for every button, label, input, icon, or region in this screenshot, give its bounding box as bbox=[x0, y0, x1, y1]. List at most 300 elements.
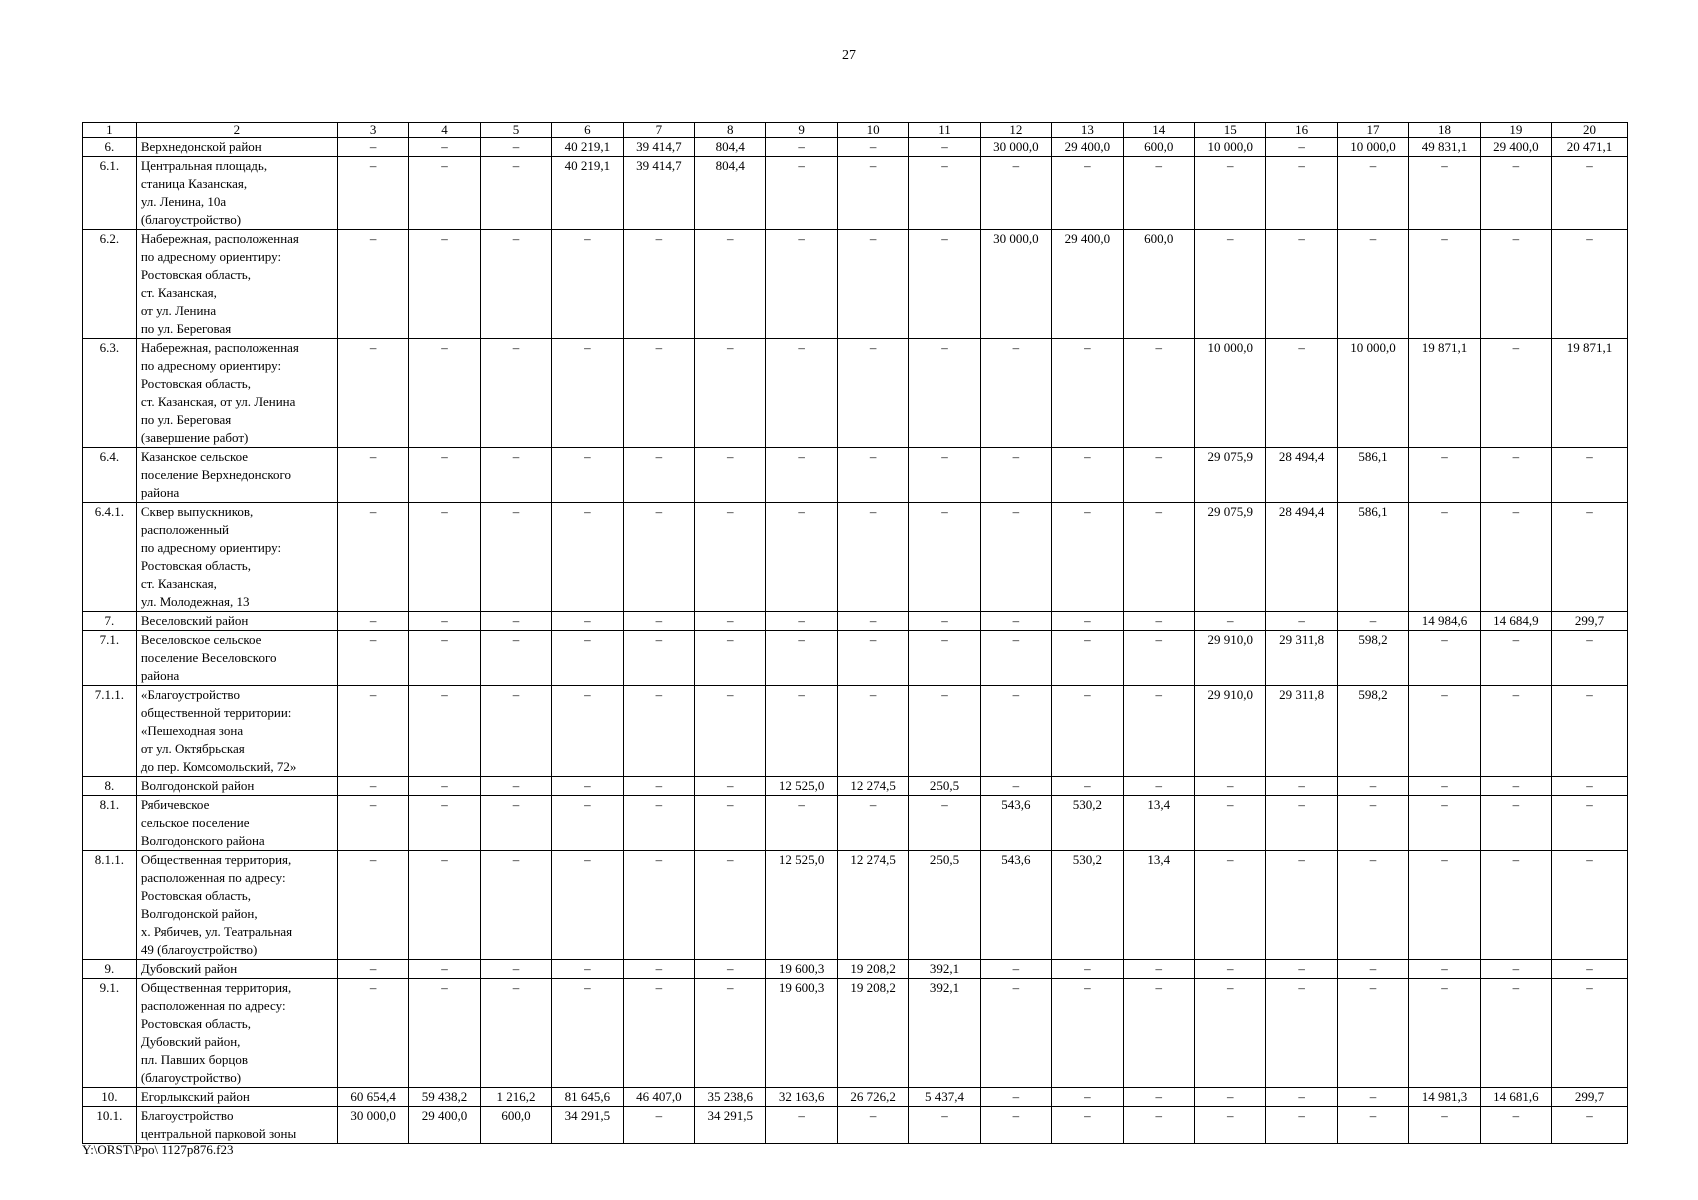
row-number-cell: 8.1. bbox=[83, 796, 137, 851]
value-cell: – bbox=[695, 851, 766, 960]
value-cell: 1 216,2 bbox=[480, 1088, 551, 1107]
value-cell: – bbox=[1409, 230, 1480, 339]
value-cell: – bbox=[837, 686, 908, 777]
territory-name-line: Сквер выпускников, bbox=[140, 504, 254, 519]
value-cell: – bbox=[1480, 777, 1551, 796]
value-cell: – bbox=[1480, 979, 1551, 1088]
value-cell: 543,6 bbox=[980, 796, 1051, 851]
value-cell: – bbox=[695, 503, 766, 612]
value-cell: – bbox=[1052, 157, 1123, 230]
value-cell: – bbox=[337, 796, 408, 851]
value-cell: – bbox=[909, 686, 980, 777]
territory-name-cell bbox=[136, 796, 337, 851]
value-cell: – bbox=[1337, 157, 1408, 230]
value-cell: 29 400,0 bbox=[1480, 138, 1551, 157]
value-cell: – bbox=[909, 796, 980, 851]
territory-name-line: Ростовская область, bbox=[140, 558, 251, 573]
column-number-header: 7 bbox=[623, 123, 694, 138]
territory-name-line: Дубовский район bbox=[140, 961, 238, 976]
row-number-cell: 6.2. bbox=[83, 230, 137, 339]
value-cell: – bbox=[1409, 979, 1480, 1088]
value-cell: 13,4 bbox=[1123, 851, 1194, 960]
territory-name-line: общественной территории: bbox=[140, 705, 292, 720]
value-cell: – bbox=[409, 631, 480, 686]
value-cell: – bbox=[1337, 1107, 1408, 1144]
value-cell: 40 219,1 bbox=[552, 157, 623, 230]
value-cell: – bbox=[695, 960, 766, 979]
table-row bbox=[83, 979, 1628, 1088]
table-row bbox=[83, 777, 1628, 796]
territory-name-line: Волгодонской район bbox=[140, 778, 255, 793]
territory-name-line: по адресному ориентиру: bbox=[140, 249, 282, 264]
table-row bbox=[83, 851, 1628, 960]
territory-name-line: от ул. Октябрьская bbox=[140, 741, 245, 756]
value-cell: – bbox=[837, 448, 908, 503]
value-cell: – bbox=[1480, 1107, 1551, 1144]
value-cell: – bbox=[623, 686, 694, 777]
value-cell: – bbox=[1409, 796, 1480, 851]
value-cell: – bbox=[337, 503, 408, 612]
value-cell: – bbox=[909, 1107, 980, 1144]
territory-name-line: центральной парковой зоны bbox=[140, 1126, 297, 1141]
value-cell: – bbox=[480, 979, 551, 1088]
value-cell: – bbox=[409, 686, 480, 777]
column-number-header: 6 bbox=[552, 123, 623, 138]
value-cell: – bbox=[1194, 851, 1265, 960]
value-cell: – bbox=[337, 979, 408, 1088]
value-cell: – bbox=[980, 339, 1051, 448]
value-cell: – bbox=[1194, 796, 1265, 851]
territory-name-line: Веселовский район bbox=[140, 613, 249, 628]
value-cell: – bbox=[623, 339, 694, 448]
value-cell: – bbox=[766, 631, 837, 686]
territory-name-line: по адресному ориентиру: bbox=[140, 540, 282, 555]
territory-name-line: ул. Ленина, 10а bbox=[140, 194, 227, 209]
value-cell: – bbox=[1123, 1107, 1194, 1144]
value-cell: – bbox=[1123, 979, 1194, 1088]
value-cell: – bbox=[766, 503, 837, 612]
value-cell: 39 414,7 bbox=[623, 157, 694, 230]
territory-name-line: поселение Верхнедонского bbox=[140, 467, 292, 482]
value-cell: – bbox=[1123, 960, 1194, 979]
value-cell: – bbox=[1552, 686, 1628, 777]
value-cell: – bbox=[1123, 686, 1194, 777]
value-cell: – bbox=[337, 157, 408, 230]
value-cell: – bbox=[337, 631, 408, 686]
value-cell: – bbox=[1052, 686, 1123, 777]
value-cell: – bbox=[552, 503, 623, 612]
value-cell: – bbox=[337, 339, 408, 448]
row-number-cell: 9.1. bbox=[83, 979, 137, 1088]
territory-name-line: района bbox=[140, 485, 180, 500]
value-cell: – bbox=[1337, 612, 1408, 631]
value-cell: – bbox=[837, 796, 908, 851]
value-cell: – bbox=[695, 612, 766, 631]
territory-name-line: Веселовское сельское bbox=[140, 632, 262, 647]
value-cell: – bbox=[837, 612, 908, 631]
value-cell: – bbox=[1266, 796, 1337, 851]
value-cell: – bbox=[409, 612, 480, 631]
territory-name-line: Благоустройство bbox=[140, 1108, 234, 1123]
territory-name-cell bbox=[136, 157, 337, 230]
value-cell: – bbox=[909, 138, 980, 157]
value-cell: – bbox=[480, 777, 551, 796]
value-cell: – bbox=[1480, 851, 1551, 960]
value-cell: 10 000,0 bbox=[1337, 138, 1408, 157]
territory-name-cell bbox=[136, 686, 337, 777]
territory-name-line: х. Рябичев, ул. Театральная bbox=[140, 924, 293, 939]
value-cell: – bbox=[909, 339, 980, 448]
territory-name-line: по ул. Береговая bbox=[140, 321, 232, 336]
value-cell: – bbox=[766, 686, 837, 777]
value-cell: – bbox=[980, 960, 1051, 979]
value-cell: 59 438,2 bbox=[409, 1088, 480, 1107]
value-cell: 30 000,0 bbox=[980, 230, 1051, 339]
value-cell: 30 000,0 bbox=[980, 138, 1051, 157]
value-cell: 29 075,9 bbox=[1194, 503, 1265, 612]
value-cell: – bbox=[623, 777, 694, 796]
value-cell: – bbox=[337, 686, 408, 777]
column-number-header: 20 bbox=[1552, 123, 1628, 138]
territory-name-line: (завершение работ) bbox=[140, 430, 249, 445]
territory-name-cell bbox=[136, 979, 337, 1088]
value-cell: – bbox=[837, 157, 908, 230]
row-number-cell: 8. bbox=[83, 777, 137, 796]
row-number-cell: 6.1. bbox=[83, 157, 137, 230]
column-number-header: 11 bbox=[909, 123, 980, 138]
row-number-cell: 9. bbox=[83, 960, 137, 979]
value-cell: – bbox=[1337, 796, 1408, 851]
territory-name-line: Верхнедонской район bbox=[140, 139, 262, 154]
value-cell: – bbox=[837, 339, 908, 448]
value-cell: – bbox=[552, 979, 623, 1088]
territory-name-line: Центральная площадь, bbox=[140, 158, 268, 173]
value-cell: 49 831,1 bbox=[1409, 138, 1480, 157]
value-cell: 392,1 bbox=[909, 979, 980, 1088]
value-cell: – bbox=[1266, 138, 1337, 157]
value-cell: 29 311,8 bbox=[1266, 686, 1337, 777]
value-cell: 543,6 bbox=[980, 851, 1051, 960]
value-cell: – bbox=[1194, 960, 1265, 979]
value-cell: – bbox=[337, 960, 408, 979]
value-cell: – bbox=[695, 979, 766, 1088]
value-cell: – bbox=[1052, 448, 1123, 503]
value-cell: – bbox=[1409, 448, 1480, 503]
value-cell: – bbox=[909, 157, 980, 230]
value-cell: 10 000,0 bbox=[1337, 339, 1408, 448]
value-cell: – bbox=[695, 448, 766, 503]
value-cell: – bbox=[1552, 960, 1628, 979]
value-cell: – bbox=[552, 960, 623, 979]
value-cell: – bbox=[1266, 230, 1337, 339]
territory-name-line: сельское поселение bbox=[140, 815, 250, 830]
territory-name-line: Рябичевское bbox=[140, 797, 210, 812]
territory-name-cell bbox=[136, 339, 337, 448]
value-cell: – bbox=[1052, 979, 1123, 1088]
value-cell: – bbox=[1409, 777, 1480, 796]
territory-name-line: расположенный bbox=[140, 522, 230, 537]
territory-name-line: Дубовский район, bbox=[140, 1034, 241, 1049]
column-number-header: 14 bbox=[1123, 123, 1194, 138]
value-cell: – bbox=[1409, 960, 1480, 979]
value-cell: – bbox=[1480, 503, 1551, 612]
value-cell: – bbox=[409, 777, 480, 796]
value-cell: – bbox=[1337, 960, 1408, 979]
value-cell: – bbox=[1052, 612, 1123, 631]
value-cell: – bbox=[980, 448, 1051, 503]
row-number-cell: 7. bbox=[83, 612, 137, 631]
value-cell: 299,7 bbox=[1552, 612, 1628, 631]
territory-name-cell bbox=[136, 1107, 337, 1144]
value-cell: – bbox=[1480, 448, 1551, 503]
column-number-header: 18 bbox=[1409, 123, 1480, 138]
value-cell: 30 000,0 bbox=[337, 1107, 408, 1144]
table-row bbox=[83, 686, 1628, 777]
value-cell: – bbox=[1052, 503, 1123, 612]
value-cell: – bbox=[1052, 960, 1123, 979]
value-cell: – bbox=[1266, 960, 1337, 979]
value-cell: 20 471,1 bbox=[1552, 138, 1628, 157]
value-cell: – bbox=[1194, 1107, 1265, 1144]
value-cell: – bbox=[1480, 339, 1551, 448]
value-cell: – bbox=[1552, 230, 1628, 339]
value-cell: – bbox=[337, 448, 408, 503]
table-row bbox=[83, 796, 1628, 851]
value-cell: – bbox=[552, 777, 623, 796]
value-cell: – bbox=[980, 503, 1051, 612]
value-cell: – bbox=[1337, 1088, 1408, 1107]
territory-name-line: ст. Казанская, bbox=[140, 285, 217, 300]
value-cell: 598,2 bbox=[1337, 686, 1408, 777]
territory-name-line: 49 (благоустройство) bbox=[140, 942, 258, 957]
value-cell: – bbox=[1194, 777, 1265, 796]
column-number-header: 10 bbox=[837, 123, 908, 138]
value-cell: – bbox=[1480, 686, 1551, 777]
territory-name-line: Ростовская область, bbox=[140, 1016, 251, 1031]
value-cell: – bbox=[1552, 157, 1628, 230]
row-number-cell: 6.3. bbox=[83, 339, 137, 448]
territory-name-line: до пер. Комсомольский, 72» bbox=[140, 759, 297, 774]
value-cell: – bbox=[1480, 631, 1551, 686]
value-cell: – bbox=[1052, 339, 1123, 448]
territory-name-line: (благоустройство) bbox=[140, 1070, 242, 1085]
value-cell: – bbox=[1337, 777, 1408, 796]
territory-name-line: расположенная по адресу: bbox=[140, 870, 286, 885]
row-number-cell: 7.1. bbox=[83, 631, 137, 686]
value-cell: 29 400,0 bbox=[1052, 138, 1123, 157]
value-cell: – bbox=[623, 612, 694, 631]
territory-name-line: от ул. Ленина bbox=[140, 303, 217, 318]
territory-name-line: Волгодонского района bbox=[140, 833, 265, 848]
column-number-header: 13 bbox=[1052, 123, 1123, 138]
table-row bbox=[83, 503, 1628, 612]
value-cell: – bbox=[409, 339, 480, 448]
value-cell: 14 681,6 bbox=[1480, 1088, 1551, 1107]
value-cell: – bbox=[1266, 1088, 1337, 1107]
column-number-header: 9 bbox=[766, 123, 837, 138]
value-cell: – bbox=[766, 796, 837, 851]
territory-name-line: Ростовская область, bbox=[140, 888, 251, 903]
value-cell: – bbox=[623, 979, 694, 1088]
value-cell: – bbox=[1123, 777, 1194, 796]
value-cell: 26 726,2 bbox=[837, 1088, 908, 1107]
value-cell: – bbox=[480, 230, 551, 339]
value-cell: – bbox=[1052, 1107, 1123, 1144]
value-cell: 392,1 bbox=[909, 960, 980, 979]
value-cell: – bbox=[409, 138, 480, 157]
value-cell: 804,4 bbox=[695, 157, 766, 230]
row-number-cell: 6.4.1. bbox=[83, 503, 137, 612]
value-cell: – bbox=[1266, 157, 1337, 230]
table-row bbox=[83, 157, 1628, 230]
table-row bbox=[83, 1107, 1628, 1144]
value-cell: – bbox=[909, 612, 980, 631]
territory-name-cell bbox=[136, 138, 337, 157]
column-number-header: 12 bbox=[980, 123, 1051, 138]
value-cell: – bbox=[766, 339, 837, 448]
value-cell: – bbox=[695, 230, 766, 339]
value-cell: – bbox=[1480, 960, 1551, 979]
value-cell: 28 494,4 bbox=[1266, 503, 1337, 612]
value-cell: – bbox=[623, 1107, 694, 1144]
table-row bbox=[83, 1088, 1628, 1107]
table-header-row bbox=[83, 123, 1628, 138]
territory-name-line: «Пешеходная зона bbox=[140, 723, 244, 738]
table-row bbox=[83, 960, 1628, 979]
value-cell: – bbox=[480, 612, 551, 631]
value-cell: 299,7 bbox=[1552, 1088, 1628, 1107]
value-cell: 46 407,0 bbox=[623, 1088, 694, 1107]
table-row bbox=[83, 138, 1628, 157]
value-cell: – bbox=[766, 157, 837, 230]
value-cell: – bbox=[409, 448, 480, 503]
row-number-cell: 6. bbox=[83, 138, 137, 157]
value-cell: – bbox=[1337, 851, 1408, 960]
value-cell: – bbox=[837, 1107, 908, 1144]
value-cell: – bbox=[909, 448, 980, 503]
value-cell: – bbox=[1409, 851, 1480, 960]
value-cell: 39 414,7 bbox=[623, 138, 694, 157]
value-cell: – bbox=[1409, 157, 1480, 230]
value-cell: – bbox=[409, 230, 480, 339]
value-cell: – bbox=[480, 339, 551, 448]
value-cell: 34 291,5 bbox=[552, 1107, 623, 1144]
value-cell: 29 400,0 bbox=[1052, 230, 1123, 339]
territory-name-line: поселение Веселовского bbox=[140, 650, 277, 665]
territory-name-line: Ростовская область, bbox=[140, 376, 251, 391]
value-cell: – bbox=[695, 339, 766, 448]
territory-name-line: (благоустройство) bbox=[140, 212, 242, 227]
value-cell: – bbox=[766, 230, 837, 339]
value-cell: 29 910,0 bbox=[1194, 631, 1265, 686]
value-cell: 19 871,1 bbox=[1552, 339, 1628, 448]
value-cell: – bbox=[552, 448, 623, 503]
value-cell: – bbox=[695, 686, 766, 777]
value-cell: – bbox=[1480, 796, 1551, 851]
value-cell: – bbox=[1052, 631, 1123, 686]
territory-name-cell bbox=[136, 960, 337, 979]
value-cell: 586,1 bbox=[1337, 503, 1408, 612]
value-cell: 29 910,0 bbox=[1194, 686, 1265, 777]
value-cell: – bbox=[1552, 851, 1628, 960]
value-cell: – bbox=[623, 230, 694, 339]
value-cell: 12 274,5 bbox=[837, 777, 908, 796]
value-cell: – bbox=[1194, 157, 1265, 230]
value-cell: – bbox=[409, 503, 480, 612]
value-cell: – bbox=[552, 612, 623, 631]
value-cell: – bbox=[1480, 230, 1551, 339]
value-cell: 12 525,0 bbox=[766, 851, 837, 960]
territory-name-line: района bbox=[140, 668, 180, 683]
territory-name-line: расположенная по адресу: bbox=[140, 998, 286, 1013]
territory-name-line: Ростовская область, bbox=[140, 267, 251, 282]
value-cell: – bbox=[1123, 631, 1194, 686]
value-cell: – bbox=[1337, 230, 1408, 339]
column-number-header: 16 bbox=[1266, 123, 1337, 138]
value-cell: 35 238,6 bbox=[695, 1088, 766, 1107]
value-cell: – bbox=[623, 796, 694, 851]
territory-name-cell bbox=[136, 777, 337, 796]
value-cell: – bbox=[480, 631, 551, 686]
column-number-header: 19 bbox=[1480, 123, 1551, 138]
value-cell: – bbox=[552, 851, 623, 960]
territory-name-line: ст. Казанская, bbox=[140, 576, 217, 591]
value-cell: 19 208,2 bbox=[837, 960, 908, 979]
value-cell: 804,4 bbox=[695, 138, 766, 157]
value-cell: – bbox=[1266, 777, 1337, 796]
territory-name-line: по адресному ориентиру: bbox=[140, 358, 282, 373]
column-number-header: 8 bbox=[695, 123, 766, 138]
column-number-header: 15 bbox=[1194, 123, 1265, 138]
value-cell: – bbox=[1123, 1088, 1194, 1107]
value-cell: – bbox=[1194, 230, 1265, 339]
page-number: 27 bbox=[842, 48, 856, 63]
territory-name-cell bbox=[136, 1088, 337, 1107]
value-cell: – bbox=[480, 448, 551, 503]
territory-name-line: Егорлыкский район bbox=[140, 1089, 250, 1104]
value-cell: – bbox=[337, 851, 408, 960]
row-number-cell: 10.1. bbox=[83, 1107, 137, 1144]
value-cell: – bbox=[337, 230, 408, 339]
table-row bbox=[83, 339, 1628, 448]
value-cell: – bbox=[1552, 448, 1628, 503]
value-cell: – bbox=[480, 503, 551, 612]
value-cell: 29 311,8 bbox=[1266, 631, 1337, 686]
value-cell: 10 000,0 bbox=[1194, 138, 1265, 157]
value-cell: 598,2 bbox=[1337, 631, 1408, 686]
column-number-header: 3 bbox=[337, 123, 408, 138]
value-cell: – bbox=[980, 631, 1051, 686]
budget-table bbox=[82, 122, 1628, 1144]
value-cell: 19 871,1 bbox=[1409, 339, 1480, 448]
value-cell: – bbox=[480, 686, 551, 777]
value-cell: 600,0 bbox=[480, 1107, 551, 1144]
value-cell: – bbox=[552, 339, 623, 448]
value-cell: – bbox=[409, 851, 480, 960]
value-cell: 12 274,5 bbox=[837, 851, 908, 960]
value-cell: – bbox=[1123, 503, 1194, 612]
value-cell: – bbox=[409, 157, 480, 230]
value-cell: – bbox=[1480, 157, 1551, 230]
row-number-cell: 6.4. bbox=[83, 448, 137, 503]
territory-name-cell bbox=[136, 631, 337, 686]
territory-name-cell bbox=[136, 230, 337, 339]
value-cell: – bbox=[837, 138, 908, 157]
value-cell: 19 208,2 bbox=[837, 979, 908, 1088]
value-cell: – bbox=[1123, 339, 1194, 448]
territory-name-cell bbox=[136, 448, 337, 503]
column-number-header: 4 bbox=[409, 123, 480, 138]
